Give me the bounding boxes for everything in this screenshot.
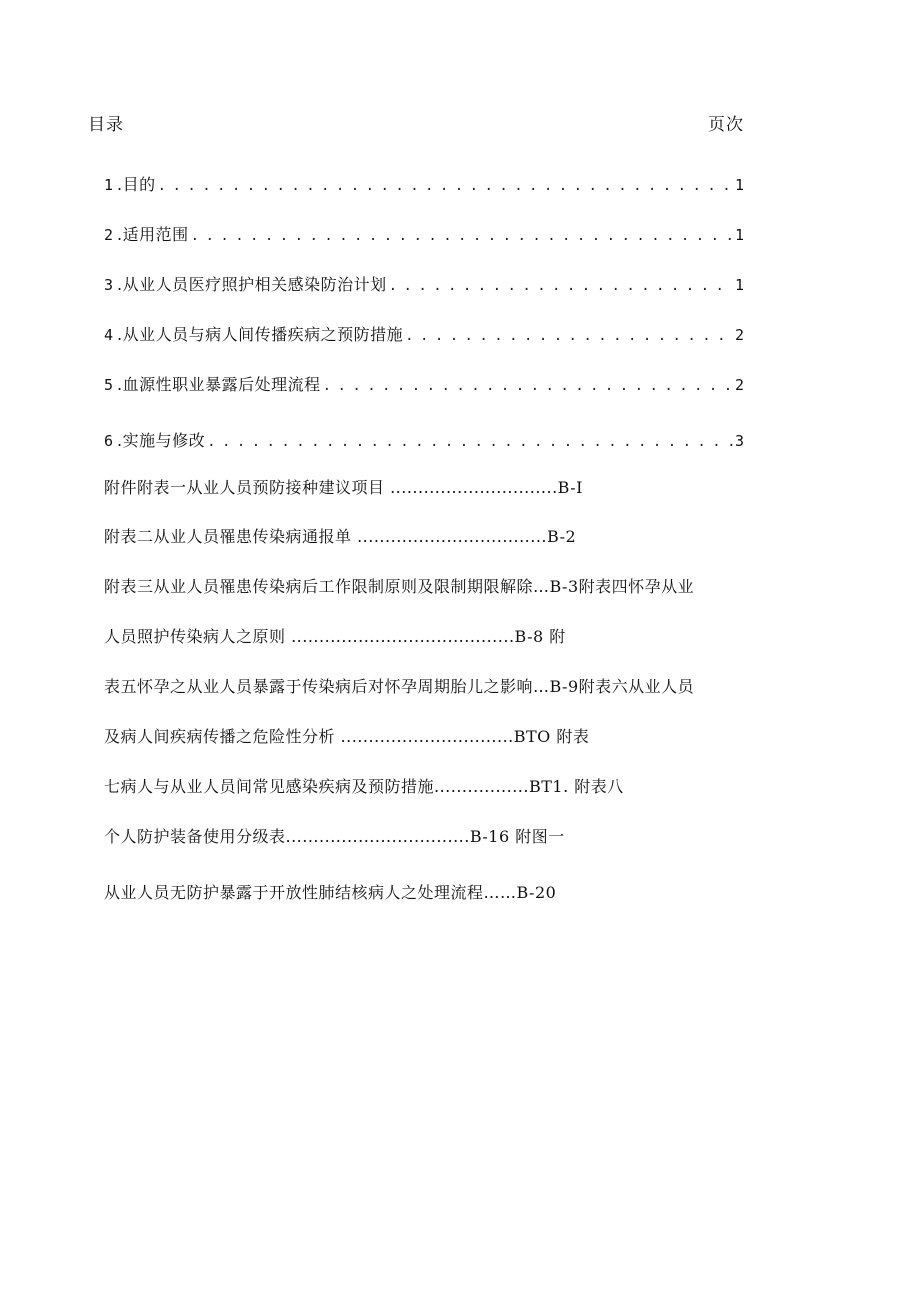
toc-entry-page: 2 [734,326,744,344]
toc-leader-dots [405,328,733,344]
toc-leader-dots [207,434,733,450]
toc-entry-page: 2 [734,376,744,394]
toc-entry-number: 1 [104,176,114,194]
appendix-line-4: 人员照护传染病人之原则 ........................................B-8 附 [104,627,566,646]
toc-leader-dots [389,278,733,294]
toc-entry-page: 3 [734,432,744,450]
toc-entry-number: 2 [104,226,114,244]
toc-entry-title: .实施与修改 [117,431,206,450]
toc-entry-2 [104,222,744,248]
appendix-line-3: 附表三从业人员罹患传染病后工作限制原则及限制期限解除…B-3附表四怀孕从业 [104,577,695,596]
appendix-line-6: 及病人间疾病传播之危险性分析 ...............................BTO 附表 [104,727,590,746]
toc-entry-title: .适用范围 [117,225,189,244]
appendix-line-8: 个人防护装备使用分级表.................................B-16 附图一 [104,827,565,846]
toc-entry-title: .血源性职业暴露后处理流程 [117,375,321,394]
toc-leader-dots [323,378,733,394]
toc-entry-number: 3 [104,276,114,294]
toc-entry-number: 6 [104,432,114,450]
appendix-line-1: 附件附表一从业人员预防接种建议项目 ..............................B-I [104,478,583,497]
toc-entry-page: 1 [734,226,744,244]
toc-entry-page: 1 [734,176,744,194]
toc-entry-5 [104,372,744,398]
toc-entry-title: .从业人员医疗照护相关感染防治计划 [117,275,387,294]
appendix-line-9: 从业人员无防护暴露于开放性肺结核病人之处理流程……B-20 [104,883,557,902]
toc-entry-title: .从业人员与病人间传播疾病之预防措施 [117,325,404,344]
toc-entry-1 [104,172,744,198]
toc-leader-dots [158,178,733,194]
toc-header [88,110,744,136]
toc-entry-4 [104,322,744,348]
toc-title: 目录 [88,115,124,135]
toc-entry-title: .目的 [117,175,156,194]
toc-entry-page: 1 [734,276,744,294]
appendix-line-7: 七病人与从业人员间常见感染疾病及预防措施.................BT1. 附表八 [104,777,624,796]
toc-leader-dots [191,228,733,244]
toc-entry-6 [104,428,744,454]
toc-entry-number: 4 [104,326,114,344]
appendix-line-5: 表五怀孕之从业人员暴露于传染病后对怀孕周期胎儿之影响…B-9附表六从业人员 [104,677,695,696]
toc-entry-number: 5 [104,376,114,394]
page-column-label: 页次 [708,115,744,135]
toc-entry-3 [104,272,744,298]
appendix-line-2: 附表二从业人员罹患传染病通报单 ..................................B-2 [104,527,577,546]
